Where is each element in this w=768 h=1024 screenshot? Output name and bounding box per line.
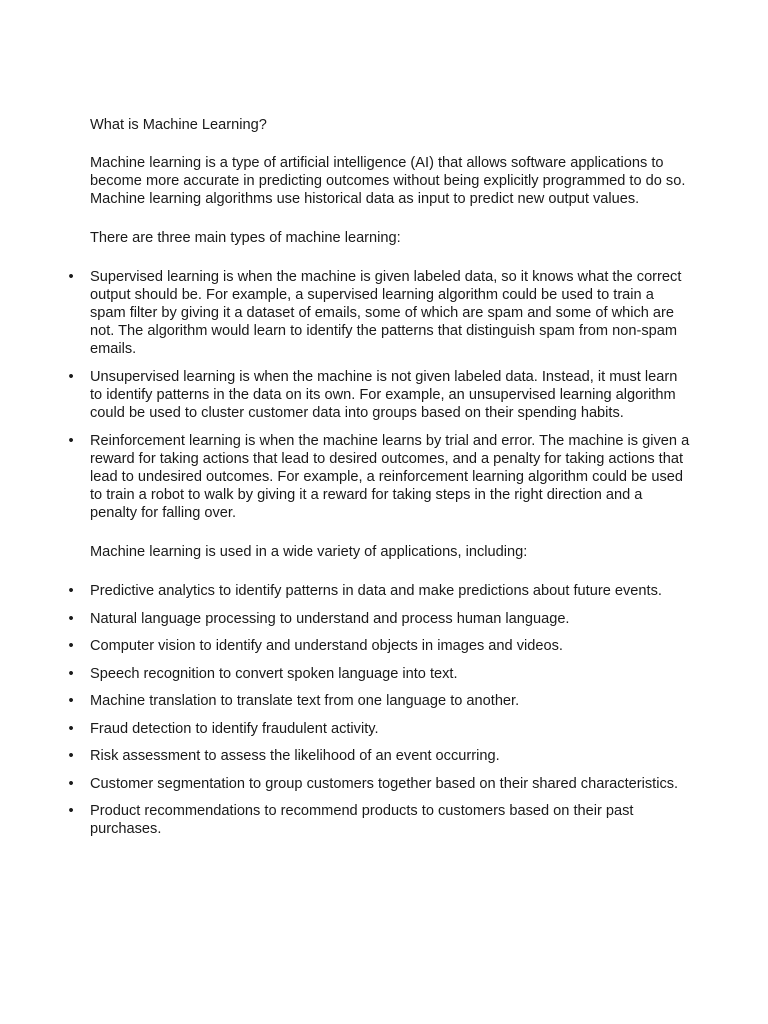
list-item xyxy=(68,747,690,765)
bullet-icon: • xyxy=(68,803,74,819)
list-item-text: Risk assessment to assess the likelihood of an event occurring. xyxy=(90,748,500,764)
types-heading: There are three main types of machine learning: xyxy=(90,230,401,246)
bullet-icon: • xyxy=(68,269,74,285)
bullet-icon: • xyxy=(68,665,74,682)
bullet-icon: • xyxy=(68,693,74,709)
bullet-icon: • xyxy=(68,583,74,599)
list-item xyxy=(68,610,690,628)
list-item xyxy=(68,720,690,738)
list-item-text: Fraud detection to identify fraudulent activity. xyxy=(90,720,379,737)
bullet-icon: • xyxy=(68,748,74,764)
list-item-text: Machine translation to translate text from one language to another. xyxy=(90,693,520,709)
list-item-text: Supervised learning is when the machine is given labeled data, so it knows what the correct output should be. For example, a supervised learning algorithm could be used to train a spam filter by giving it a dataset of emails, some of which are spam and some of which are not. The algorithm would learn to identify the patterns that distinguish spam from non-spam emails. xyxy=(90,269,682,357)
list-item xyxy=(68,432,690,522)
bullet-icon: • xyxy=(68,720,74,737)
bullet-icon: • xyxy=(68,610,74,627)
list-item xyxy=(68,368,690,422)
bullet-icon: • xyxy=(68,369,74,385)
bullet-icon: • xyxy=(68,775,74,792)
list-item xyxy=(68,637,690,655)
list-item-text: Natural language processing to understand and process human language. xyxy=(90,610,570,627)
bullet-icon: • xyxy=(68,638,74,654)
ml-types-list xyxy=(68,268,690,522)
applications-list xyxy=(68,582,690,838)
list-item-text: Reinforcement learning is when the machine learns by trial and error. The machine is given a reward for taking actions that lead to desired outcomes, and a penalty for taking actions that lead to undesired outcomes. For example, a reinforcement learning algorithm could be used to train a robot to walk by giving it a reward for taking steps in the right direction and a penalty for falling over. xyxy=(90,433,690,521)
list-item xyxy=(68,582,690,600)
list-item-text: Customer segmentation to group customers together based on their shared characteristics. xyxy=(90,775,679,792)
applications-heading: Machine learning is used in a wide variety of applications, including: xyxy=(90,544,528,560)
list-item-text: Predictive analytics to identify patterns in data and make predictions about future events. xyxy=(90,583,662,599)
list-item xyxy=(68,268,690,358)
intro-paragraph: Machine learning is a type of artificial intelligence (AI) that allows software applications to become more accurate in predicting outcomes without being explicitly programmed to do so. Machine learning algorithms use historical data as input to predict new output values. xyxy=(90,155,686,207)
list-item-text: Unsupervised learning is when the machine is not given labeled data. Instead, it must learn to identify patterns in the data on its own. For example, an unsupervised learning algorithm could be used to cluster customer data into groups based on their spending habits. xyxy=(90,369,678,421)
list-item xyxy=(68,692,690,710)
document-title: What is Machine Learning? xyxy=(90,117,267,133)
list-item-text: Speech recognition to convert spoken language into text. xyxy=(90,665,458,682)
list-item-text: Computer vision to identify and understand objects in images and videos. xyxy=(90,638,563,654)
list-item-text: Product recommendations to recommend products to customers based on their past purchases. xyxy=(90,803,634,837)
list-item xyxy=(68,665,690,683)
list-item xyxy=(68,775,690,793)
list-item xyxy=(68,802,690,838)
bullet-icon: • xyxy=(68,433,74,449)
document-body xyxy=(68,116,690,859)
